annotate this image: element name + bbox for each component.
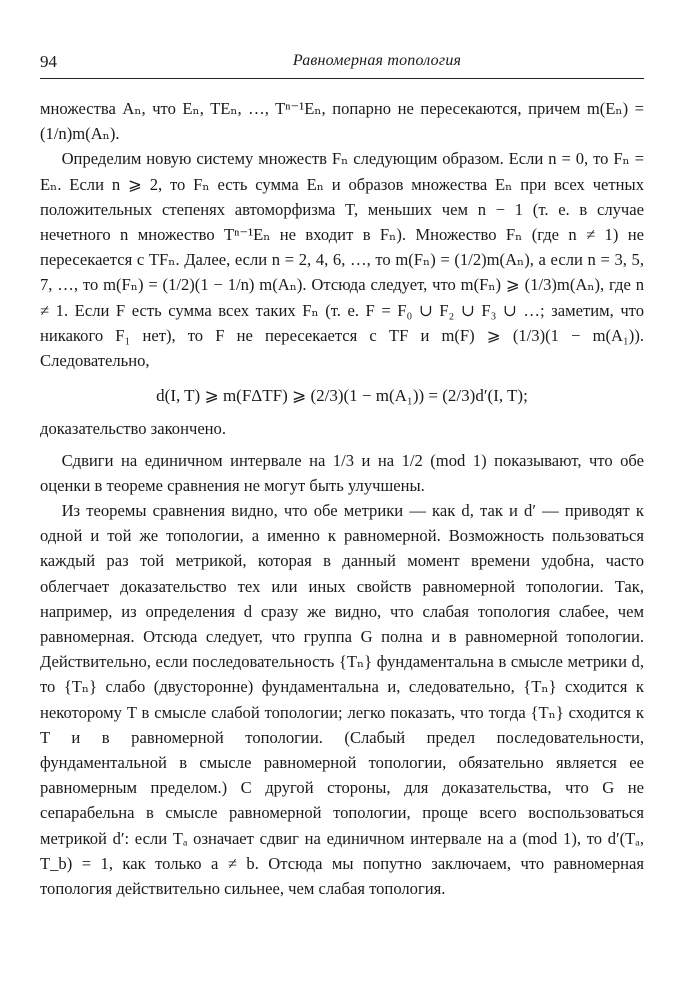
- display-formula: d(I, T) ⩾ m(FΔTF) ⩾ (2/3)(1 − m(A₁)) = (2/3)d′(I, T);: [156, 386, 528, 406]
- paragraph-5: Из теоремы сравнения видно, что обе метрики — как d, так и d′ — приводят к одной и той же топологии, а именно к равномерной. Возможность пользоваться каждый раз той метрикой, которая в данный момент времени удобна, часто облегчает доказательство тех или иных свойств равномерной топологии. Так, например, из определения d сразу же видно, что слабая топология слабее, чем равномерная. Отсюда следует, что группа G полна и в равномерной топологии. Действительно, если последовательность {Tₙ} фундаментальна в смысле метрики d, то {Tₙ} слабо (двусторонне) фундаментальна и, следовательно, {Tₙ} сходится к некоторому T в смысле слабой топологии; легко показать, что тогда {Tₙ} сходится к T и в равномерной топологии. (Слабый предел последовательности, фундаментальной в смысле равномерной топологии, обязательно является ее равномерным пределом.) С другой стороны, для доказательства, что G не сепарабельна в смысле равномерной топологии, проще всего воспользоваться метрикой d′: если Tₐ означает сдвиг на единичном интервале на a (mod 1), то d′(Tₐ, T_b) = 1, как только a ≠ b. Отсюда мы попутно заключаем, что равномерная топология действительно сильнее, чем слабая топология.: [40, 501, 644, 899]
- page-body: [40, 96, 644, 901]
- paragraph-4: Сдвиги на единичном интервале на 1/3 и на 1/2 (mod 1) показывают, что обе оценки в теореме сравнения не могут быть улучшены.: [40, 450, 644, 495]
- paragraph-2: Определим новую систему множеств Fₙ следующим образом. Если n = 0, то Fₙ = Eₙ. Если n ⩾ 2, то Fₙ есть сумма Eₙ и образов множества Eₙ при всех четных положительных степенях автоморфизма T, меньших чем n − 1 (т. е. в случае нечетного n множество Tⁿ⁻¹Eₙ не входит в Fₙ). Множество Fₙ (где n ≠ 1) не пересекается с TFₙ. Далее, если n = 2, 4, 6, …, то m(Fₙ) = (1/2)m(Aₙ), а если n = 3, 5, 7, …, то m(Fₙ) = (1/2)(1 − 1/n) m(Aₙ). Отсюда следует, что m(Fₙ) ⩾ (1/3)m(Aₙ), где n ≠ 1. Если F есть сумма всех таких Fₙ (т. е. F = F₀ ∪ F₂ ∪ F₃ ∪ …; заметим, что никакого F₁ нет), то F не пересекается с TF и m(F) ⩾ (1/3)(1 − m(A₁)). Следовательно,: [40, 149, 644, 371]
- running-title: Равномерная топология: [292, 52, 462, 69]
- paragraph-3: доказательство закончено.: [40, 419, 227, 439]
- paragraph-1: множества Aₙ, что Eₙ, TEₙ, …, Tⁿ⁻¹Eₙ, попарно не пересекаются, причем m(Eₙ) = (1/n)m(Aₙ).: [40, 99, 644, 144]
- page-number: 94: [40, 52, 57, 71]
- running-header: [40, 52, 644, 79]
